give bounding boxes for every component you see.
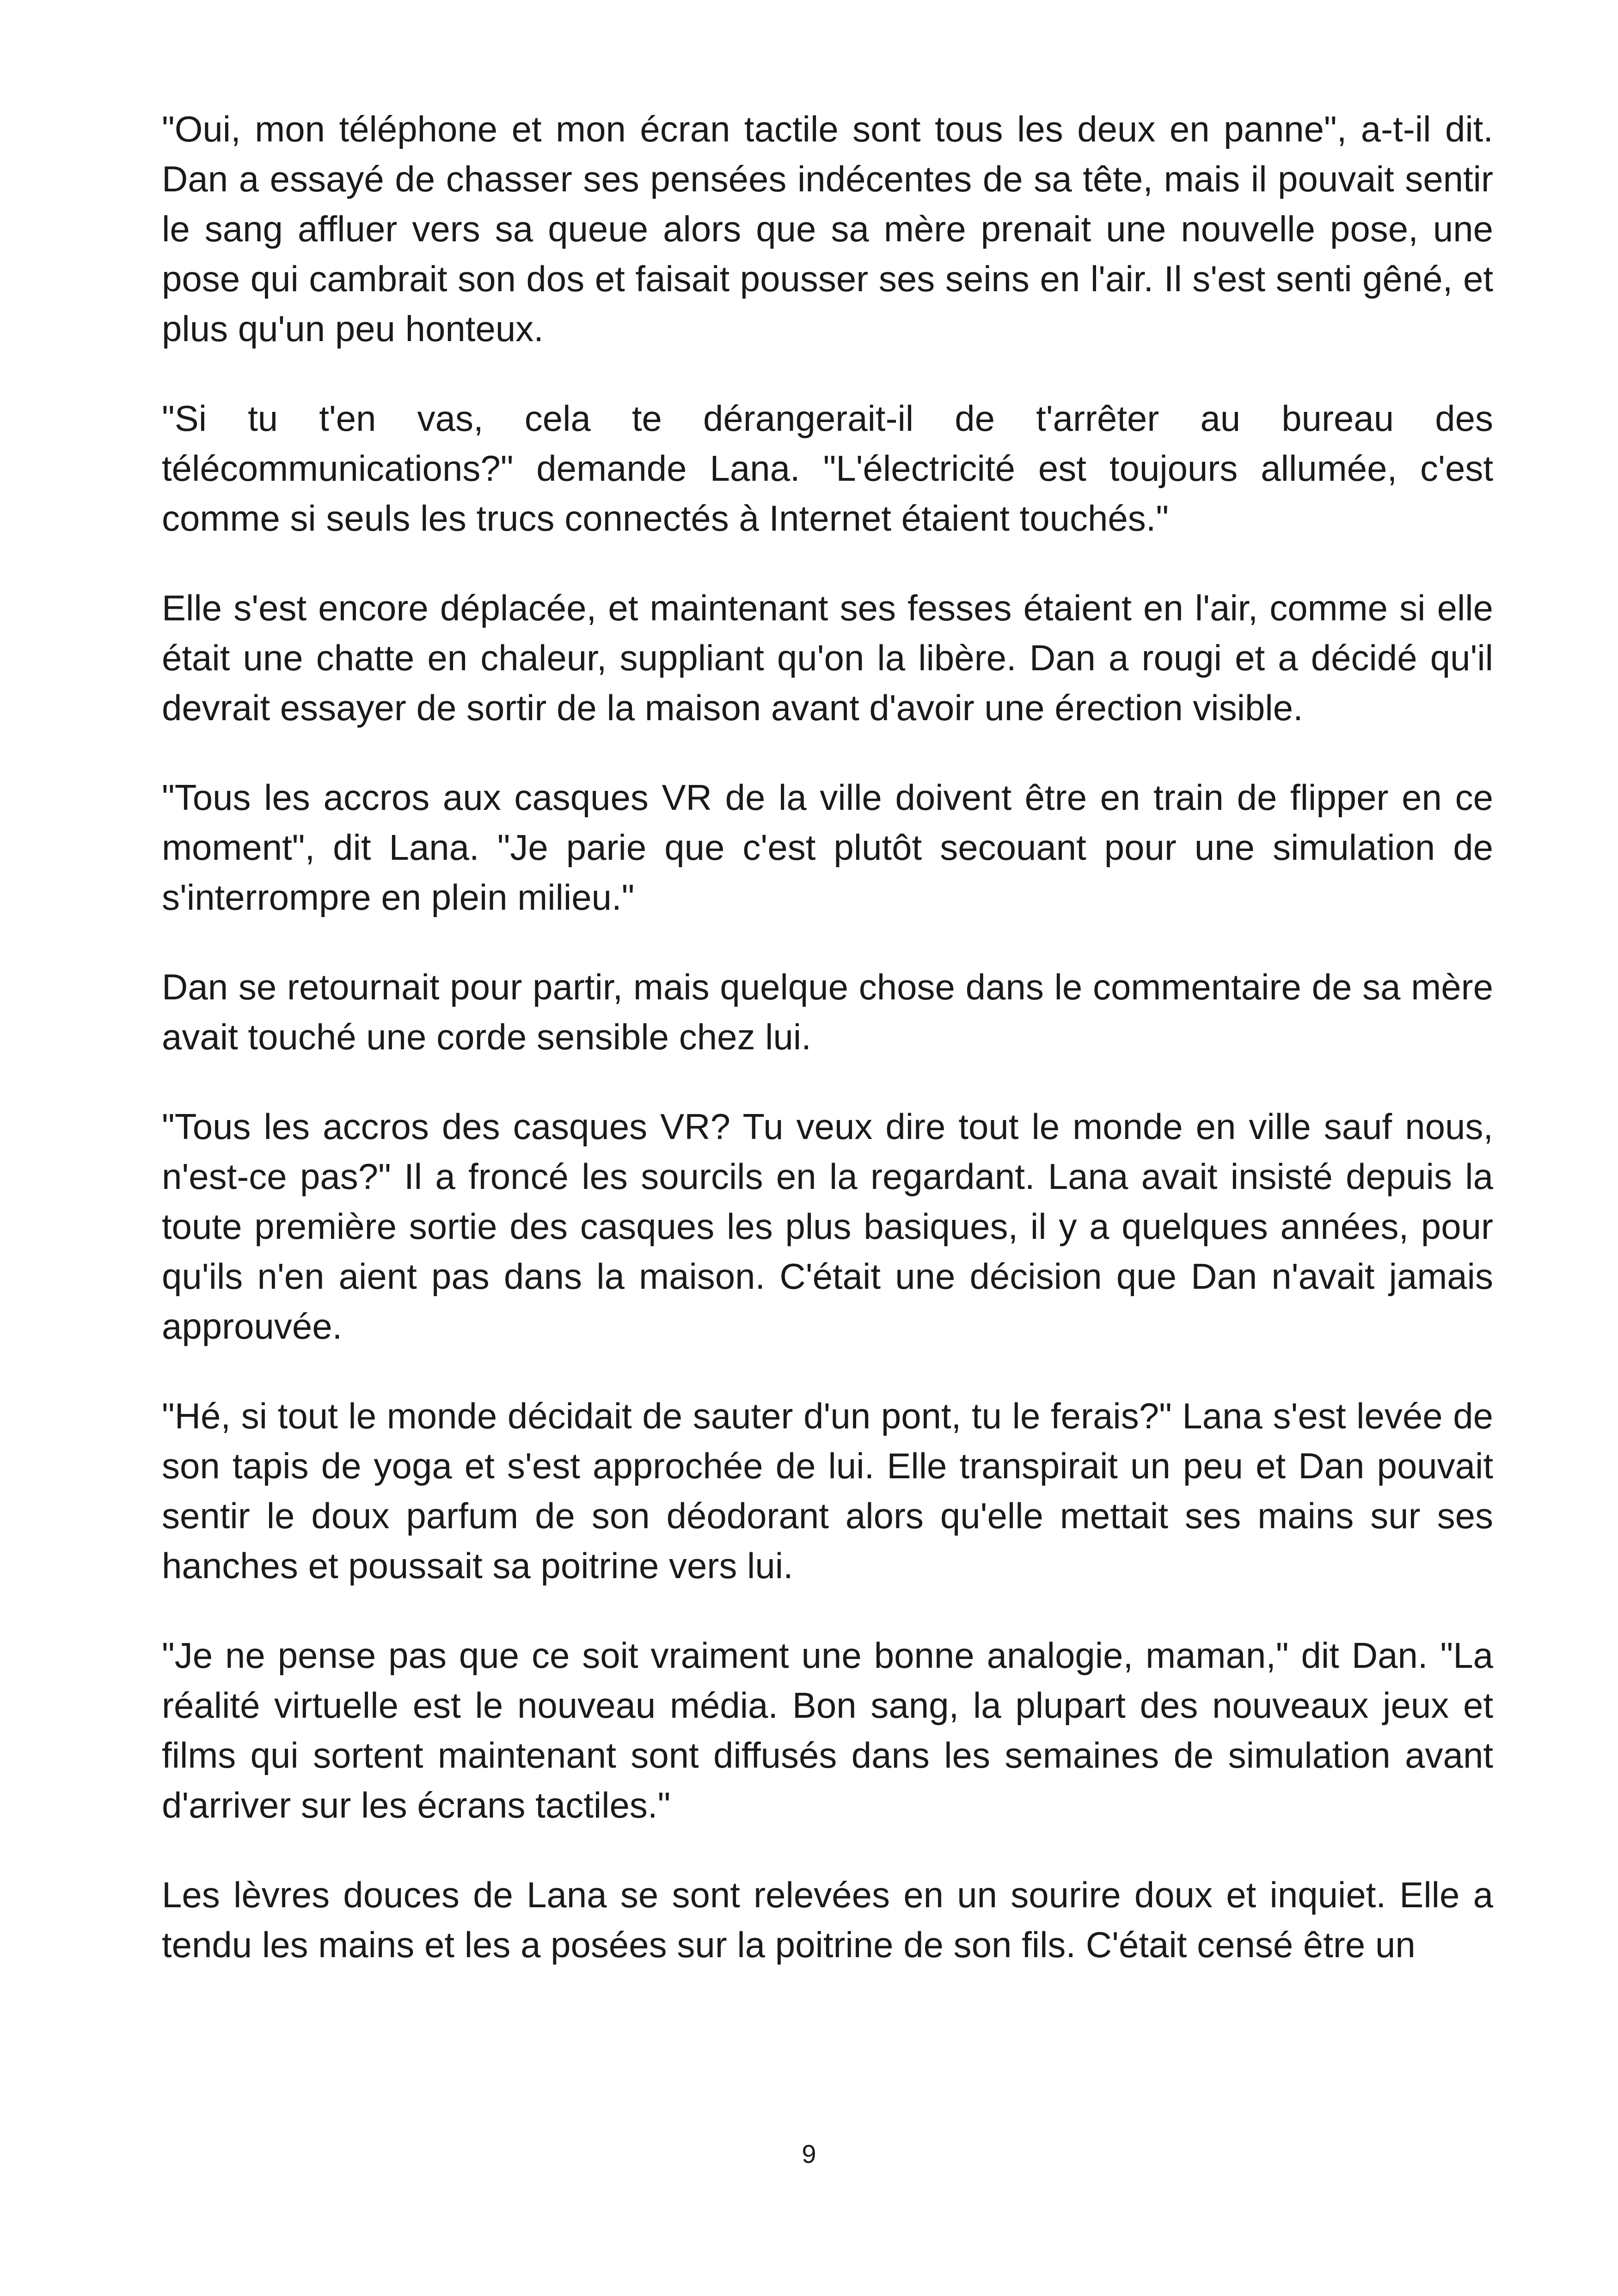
paragraph-2: "Si tu t'en vas, cela te dérangerait-il de t'arrêter au bureau des télécommunications?" demande Lana. "L'électricité est toujours allumée, c'est comme si seuls les trucs connectés à Internet étaient touchés." bbox=[162, 398, 1493, 539]
body-text bbox=[162, 104, 1493, 1970]
paragraph-7: "Hé, si tout le monde décidait de sauter d'un pont, tu le ferais?" Lana s'est levée de son tapis de yoga et s'est approchée de lui. Elle transpirait un peu et Dan pouvait sentir le doux parfum de son déodorant alors qu'elle mettait ses mains sur ses hanches et poussait sa poitrine vers lui. bbox=[162, 1396, 1493, 1586]
paragraph-1: "Oui, mon téléphone et mon écran tactile sont tous les deux en panne", a-t-il dit. Dan a essayé de chasser ses pensées indécentes de sa tête, mais il pouvait sentir le sang affluer vers sa queue alors que sa mère prenait une nouvelle pose, une pose qui cambrait son dos et faisait pousser ses seins en l'air. Il s'est senti gêné, et plus qu'un peu honteux. bbox=[162, 109, 1493, 349]
page-number: 9 bbox=[802, 2139, 816, 2168]
paragraph-6: "Tous les accros des casques VR? Tu veux dire tout le monde en ville sauf nous, n'est-ce pas?" Il a froncé les sourcils en la regardant. Lana avait insisté depuis la toute première sortie des casques les plus basiques, il y a quelques années, pour qu'ils n'en aient pas dans la maison. C'était une décision que Dan n'avait jamais approuvée. bbox=[162, 1106, 1493, 1347]
paragraph-9: Les lèvres douces de Lana se sont relevées en un sourire doux et inquiet. Elle a tendu les mains et les a posées sur la poitrine de son fils. C'était censé être un bbox=[162, 1874, 1493, 1965]
paragraph-8: "Je ne pense pas que ce soit vraiment une bonne analogie, maman," dit Dan. "La réalité virtuelle est le nouveau média. Bon sang, la plupart des nouveaux jeux et films qui sortent maintenant sont diffusés dans les semaines de simulation avant d'arriver sur les écrans tactiles." bbox=[162, 1635, 1493, 1825]
paragraph-3: Elle s'est encore déplacée, et maintenant ses fesses étaient en l'air, comme si elle était une chatte en chaleur, suppliant qu'on la libère. Dan a rougi et a décidé qu'il devrait essayer de sortir de la maison avant d'avoir une érection visible. bbox=[162, 588, 1493, 728]
paragraph-4: "Tous les accros aux casques VR de la ville doivent être en train de flipper en ce moment", dit Lana. "Je parie que c'est plutôt secouant pour une simulation de s'interrompre en plein milieu." bbox=[162, 777, 1493, 918]
paragraph-5: Dan se retournait pour partir, mais quelque chose dans le commentaire de sa mère avait touché une corde sensible chez lui. bbox=[162, 967, 1493, 1057]
